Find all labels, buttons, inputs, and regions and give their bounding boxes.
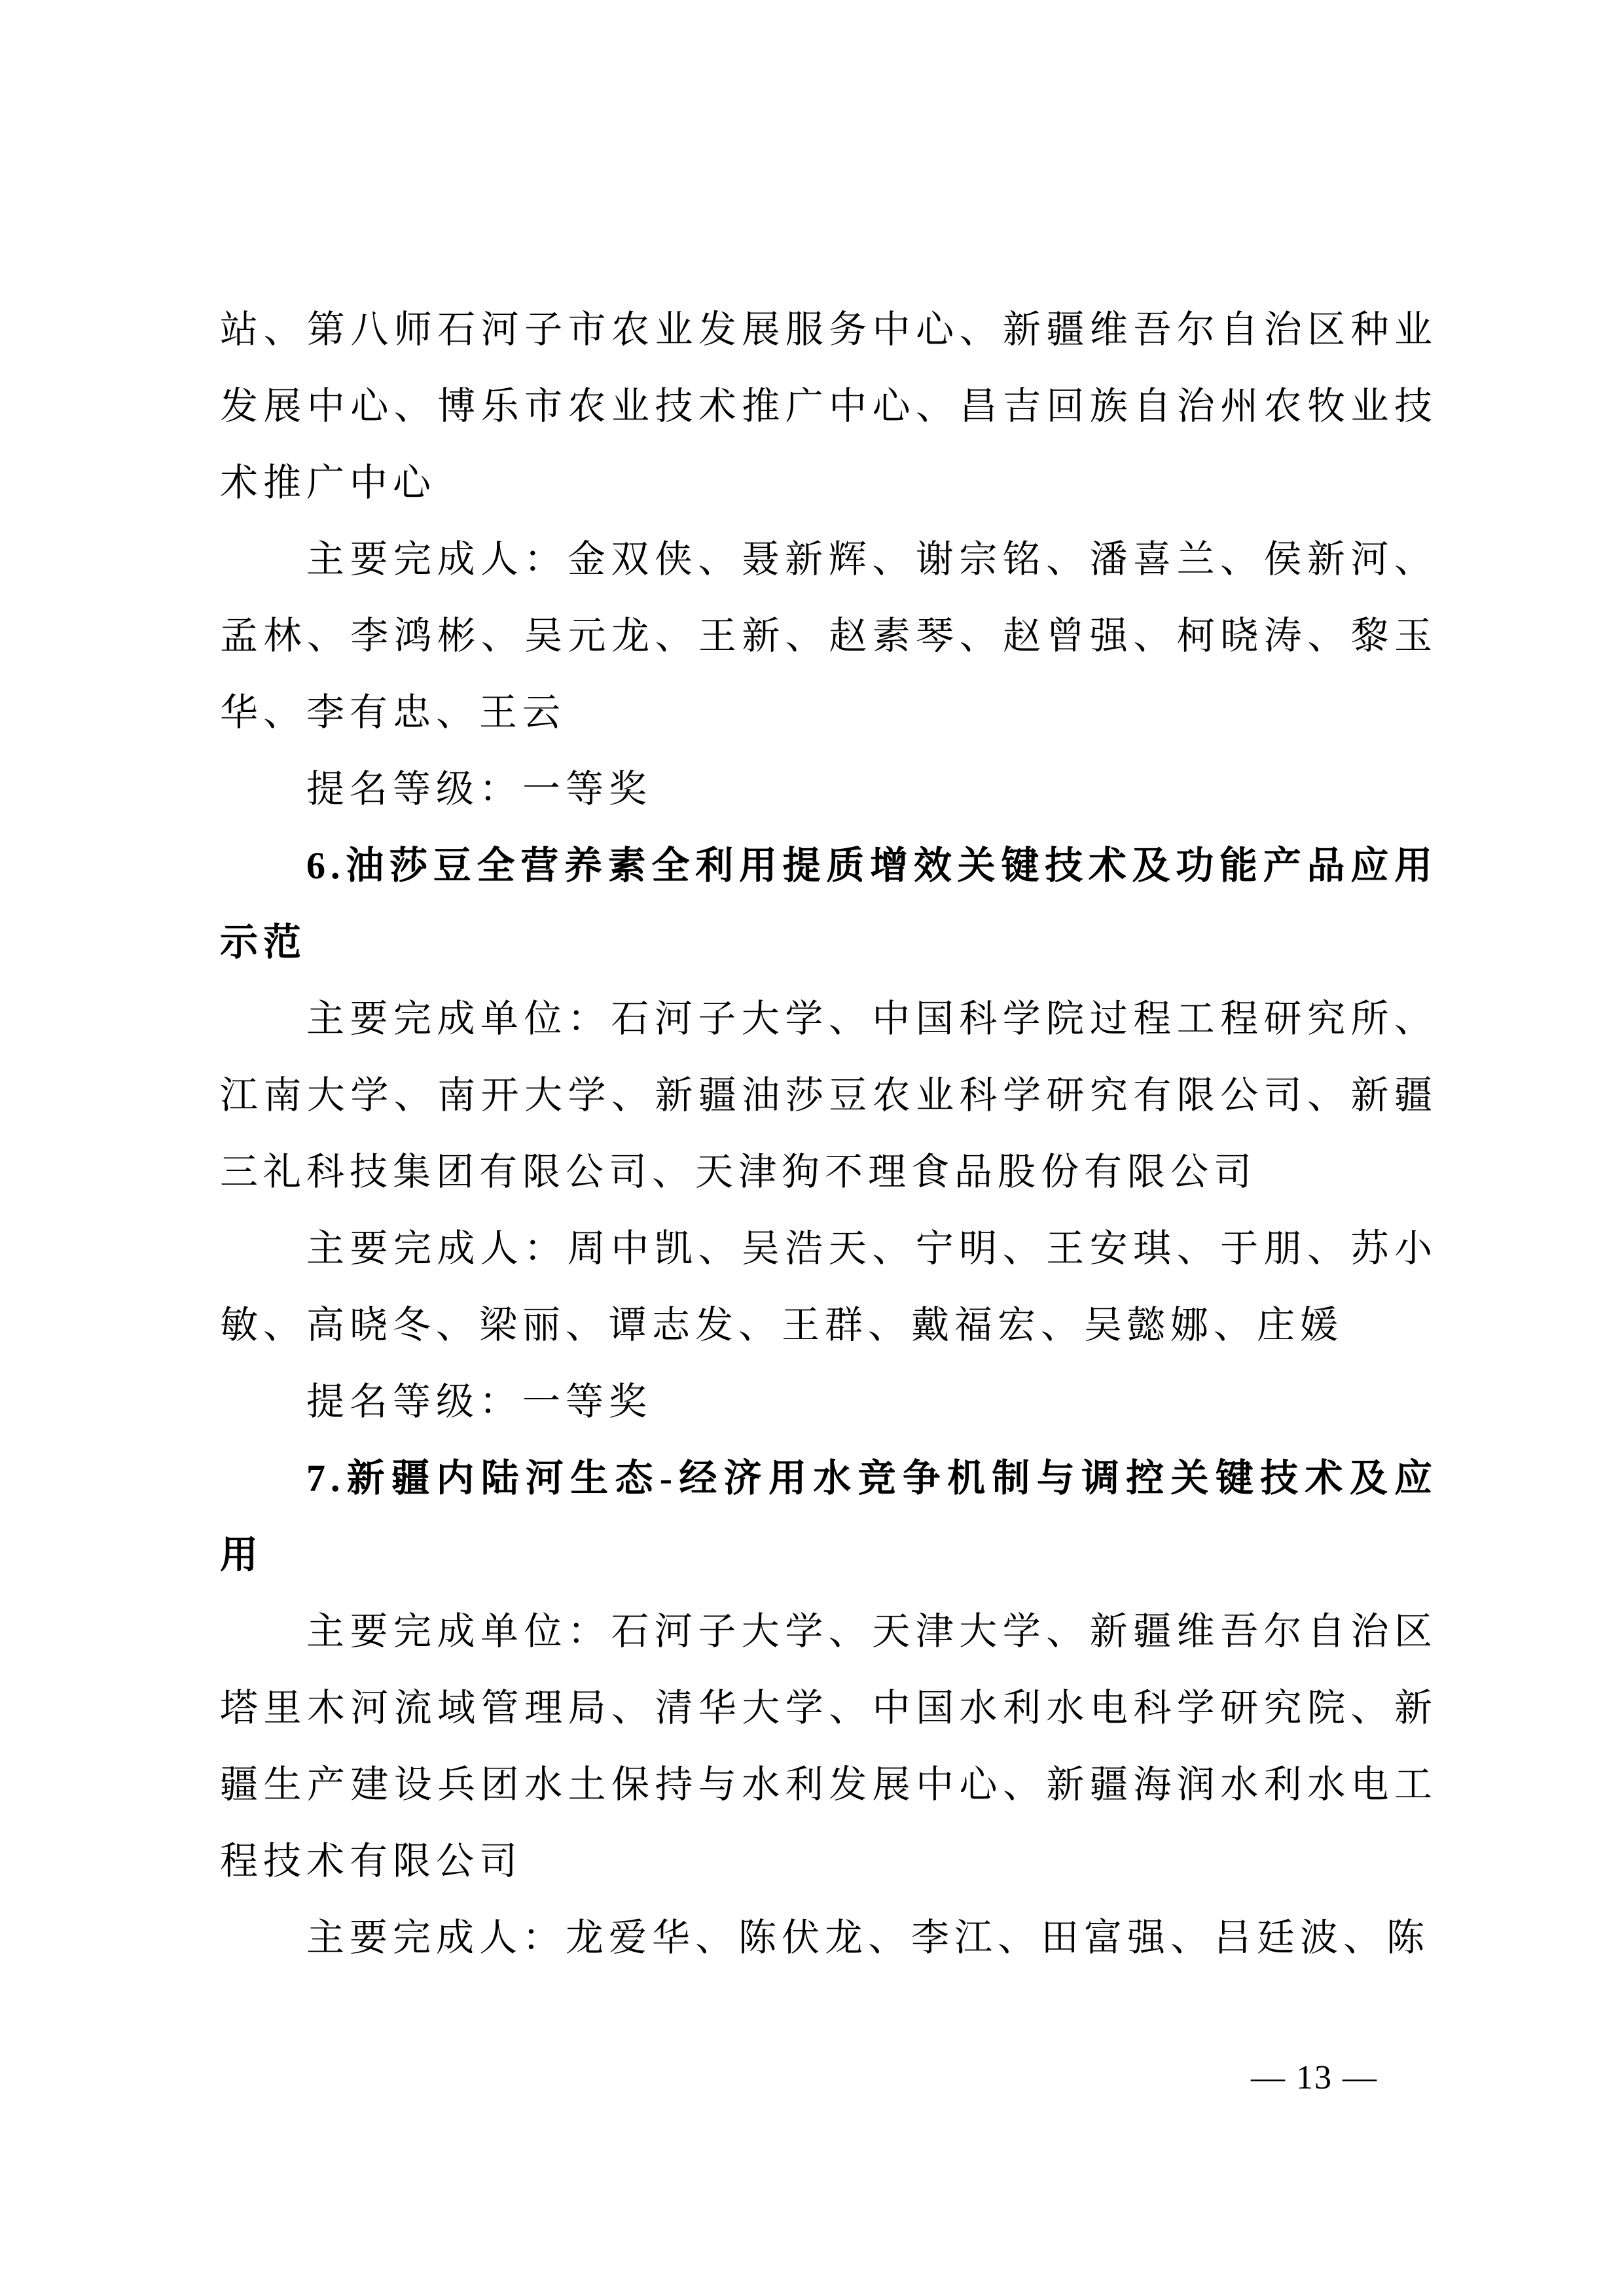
heading-project-7: 7.新疆内陆河生态-经济用水竞争机制与调控关键技术及应用 — [220, 1457, 1437, 1576]
paragraph-main-completers-5: 主要完成人：金双侠、聂新辉、谢宗铭、潘喜兰、侯新河、孟林、李鸿彬、吴元龙、王新、赵素琴、赵曾强、柯晓涛、黎玉华、李有忠、王云 — [220, 538, 1437, 734]
paragraph-main-completers-6: 主要完成人：周中凯、吴浩天、宁明、王安琪、于朋、苏小敏、高晓冬、梁丽、谭志发、王群、戴福宏、吴懿娜、庄媛 — [220, 1227, 1437, 1346]
page-number: — 13 — — [1251, 2059, 1378, 2096]
paragraph-nomination-grade-6: 提名等级：一等奖 — [306, 1380, 653, 1423]
paragraph-main-units-6: 主要完成单位：石河子大学、中国科学院过程工程研究所、江南大学、南开大学、新疆油莎豆农业科学研究有限公司、新疆三礼科技集团有限公司、天津狗不理食品股份有限公司 — [220, 997, 1437, 1193]
paragraph-main-completers-7: 主要完成人：龙爱华、陈伏龙、李江、田富强、吕廷波、陈 — [306, 1916, 1430, 1959]
paragraph-nomination-grade-5: 提名等级：一等奖 — [306, 768, 653, 810]
heading-project-6: 6.油莎豆全营养素全利用提质增效关键技术及功能产品应用示范 — [220, 844, 1437, 963]
paragraph-unit-list-continuation: 站、第八师石河子市农业发展服务中心、新疆维吾尔自治区种业发展中心、博乐市农业技术推广中心、昌吉回族自治州农牧业技术推广中心 — [220, 308, 1437, 504]
paragraph-main-units-7: 主要完成单位：石河子大学、天津大学、新疆维吾尔自治区塔里木河流域管理局、清华大学、中国水利水电科学研究院、新疆生产建设兵团水土保持与水利发展中心、新疆海润水利水电工程技术有限公司 — [220, 1610, 1437, 1882]
document-body — [220, 291, 1437, 1976]
